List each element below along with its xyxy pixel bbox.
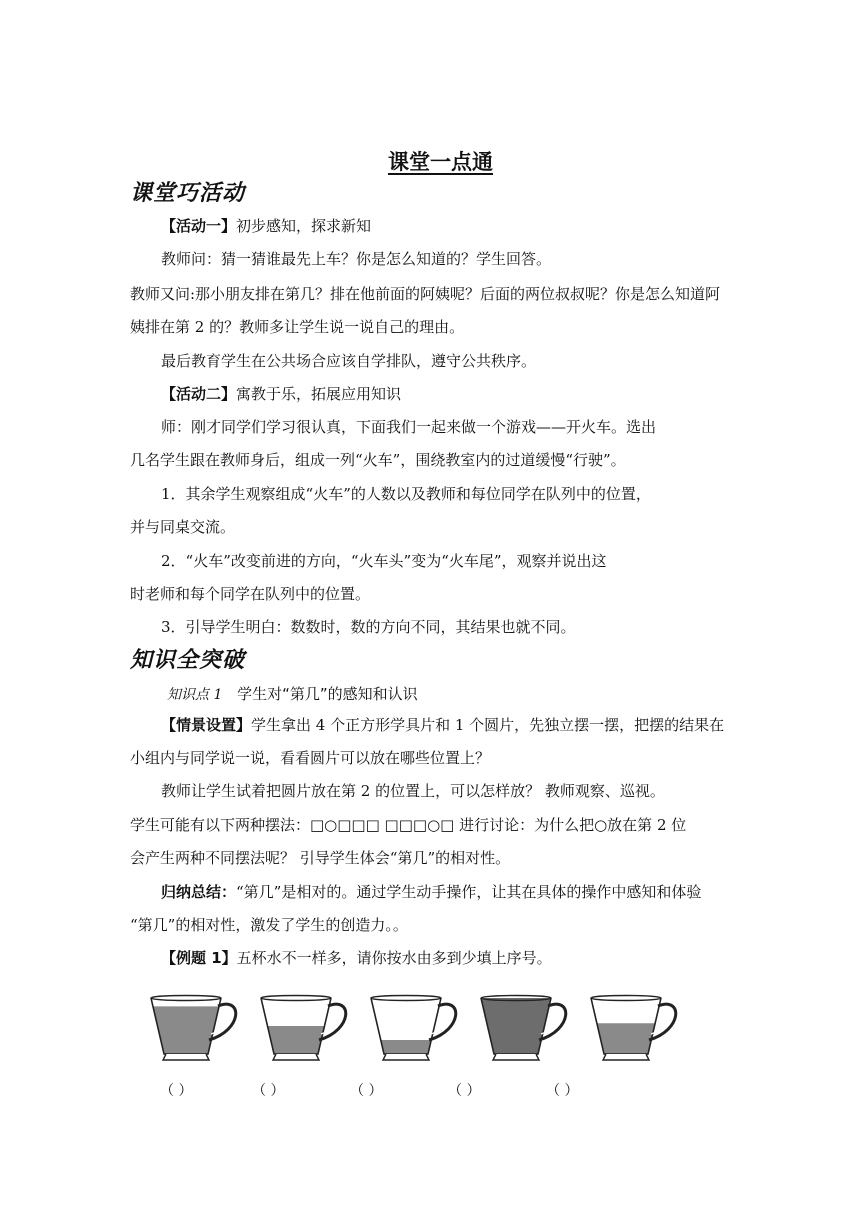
knowledge-point-label: 知识点 1 <box>167 687 223 703</box>
scenario-text: 学生拿出 4 个正方形学具片和 1 个圆片，先独立摆一摆，把摆的结果在 <box>251 716 725 734</box>
activity1-line <box>161 216 371 236</box>
activity2-line <box>161 384 401 404</box>
paragraph: 最后教育学生在公共场合应该自学排队，遵守公共秩序。 <box>161 352 537 370</box>
activity2-label: 【活动二】 <box>161 385 237 403</box>
scenario-label: 【情景设置】 <box>161 716 252 734</box>
answer-blank-2[interactable]: （ ） <box>252 1083 285 1099</box>
scenario-line <box>161 715 724 735</box>
answer-blank-5[interactable]: （ ） <box>546 1083 579 1099</box>
knowledge-point-heading: 学生对“第几”的感知和认识 <box>237 685 418 703</box>
paragraph: “第几”的相对性，激发了学生的创造力。。 <box>130 916 408 934</box>
list-item: 3．引导学生明白：数数时，数的方向不同，其结果也就不同。 <box>161 618 576 636</box>
list-item: 1．其余学生观察组成“火车”的人数以及教师和每位同学在队列中的位置， <box>161 485 651 503</box>
answer-blank-1[interactable]: （ ） <box>160 1083 193 1099</box>
paragraph: 会产生两种不同摆法呢？ 引导学生体会“第几”的相对性。 <box>130 849 511 867</box>
paragraph: 小组内与同学说一说，看看圆片可以放在哪些位置上？ <box>130 749 491 767</box>
paragraph: 姨排在第 2 的？教师多让学生说一说自己的理由。 <box>130 318 465 336</box>
cup-water <box>381 1040 432 1054</box>
list-item: 并与同桌交流。 <box>130 518 236 536</box>
paragraph: 几名学生跟在教师身后，组成一列“火车”，围绕教室内的过道缓慢“行驶”。 <box>130 451 626 469</box>
example-line <box>161 948 552 968</box>
activity1-heading: 初步感知，探求新知 <box>236 217 372 235</box>
cup-2 <box>261 996 346 1061</box>
cup-3 <box>371 996 456 1061</box>
summary-text: “第几”是相对的。通过学生动手操作，让其在具体的操作中感知和体验 <box>236 883 702 901</box>
page-title: 课堂一点通 <box>388 150 493 174</box>
summary-label: 归纳总结： <box>161 883 237 901</box>
activity1-label: 【活动一】 <box>161 217 237 235</box>
list-item: 时老师和每个同学在队列中的位置。 <box>130 585 371 603</box>
example-label: 【例题 1】 <box>161 949 237 967</box>
cups-illustration <box>146 990 691 1070</box>
activity2-heading: 寓教于乐，拓展应用知识 <box>236 385 402 403</box>
section-heading-knowledge: 知识全突破 <box>130 648 246 673</box>
section-heading-activities: 课堂巧活动 <box>130 181 246 206</box>
cup-4 <box>481 996 566 1061</box>
paragraph: 师：刚才同学们学习很认真，下面我们一起来做一个游戏——开火车。选出 <box>161 418 657 436</box>
paragraph: 教师让学生试着把圆片放在第 2 的位置上，可以怎样放？ 教师观察、巡视。 <box>161 782 665 800</box>
answer-blank-3[interactable]: （ ） <box>350 1083 383 1099</box>
list-item: 2．“火车”改变前进的方向，“火车头”变为“火车尾”，观察并说出这 <box>161 552 607 570</box>
knowledge-point-line <box>167 684 418 705</box>
paragraph: 学生可能有以下两种摆法：□○□□□ □□□○□ 进行讨论：为什么把○放在第 2 位 <box>130 816 687 834</box>
cup-water <box>597 1023 655 1054</box>
example-text: 五杯水不一样多，请你按水由多到少填上序号。 <box>236 949 552 967</box>
answer-blank-4[interactable]: （ ） <box>448 1083 481 1099</box>
paragraph: 教师又问:那小朋友排在第几？排在他前面的阿姨呢？后面的两位叔叔呢？你是怎么知道阿 <box>130 285 721 303</box>
cup-1 <box>151 996 236 1061</box>
cup-5 <box>591 996 676 1061</box>
summary-line <box>161 882 701 902</box>
cup-water <box>268 1026 325 1054</box>
paragraph: 教师问：猜一猜谁最先上车？你是怎么知道的？学生回答。 <box>161 250 552 268</box>
